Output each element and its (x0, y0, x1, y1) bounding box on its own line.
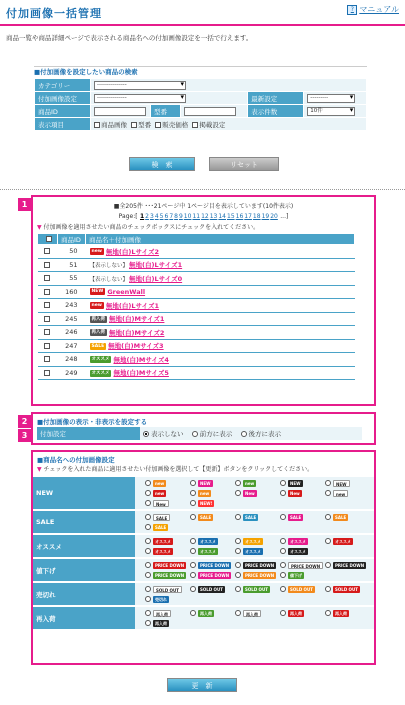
item-label: 型番 (138, 120, 152, 129)
row-id: 50 (58, 245, 86, 259)
reset-button[interactable]: リセット (209, 157, 279, 171)
table-row (38, 326, 355, 340)
page-link[interactable]: 14 (218, 213, 226, 220)
image-table (33, 477, 374, 631)
row-checkbox[interactable] (44, 262, 50, 268)
page-description: 商品一覧や商品詳細ページで表示される商品名への付加画像設定を一括で行えます。 (6, 34, 253, 42)
image-note: ▼ チェックを入れた商品に適用させたい付加画像を選択して【更新】ボタンをクリックしてください。 (37, 464, 374, 473)
image-panel (31, 450, 376, 665)
tag-image-icon: オススメ (290, 538, 306, 544)
image-radio[interactable] (145, 596, 151, 602)
item-label: 商品画像 (101, 120, 127, 129)
tag-image-icon: PRICE DOWN (335, 562, 365, 568)
update-button[interactable]: 更 新 (167, 678, 237, 692)
image-group-row (33, 606, 374, 630)
image-radio[interactable] (235, 480, 241, 486)
item-label: 販売価格 (162, 120, 189, 129)
addimg-select[interactable]: --------------- ▾ (94, 94, 186, 103)
tag-image-icon: new (200, 490, 210, 496)
product-name-link[interactable]: 無地(白)Mサイズ3 (108, 342, 164, 351)
product-id-input[interactable] (94, 107, 146, 116)
image-radio[interactable] (145, 610, 151, 616)
check-all-checkbox[interactable] (46, 236, 52, 242)
page-link[interactable]: 5 (159, 213, 164, 220)
image-radio[interactable] (190, 514, 196, 520)
pager (33, 213, 374, 220)
image-group-label: 売切れ (33, 582, 135, 606)
image-radio[interactable] (145, 500, 151, 506)
product-name-link[interactable]: 無地(白)Lサイズ1 (129, 261, 183, 270)
tag-image-icon: PRICE DOWN (155, 562, 185, 568)
tag-image-icon: オススメ (245, 548, 261, 554)
image-radio[interactable] (280, 572, 286, 578)
tag-image-icon: New (290, 490, 300, 496)
page-header (0, 0, 405, 26)
image-radio[interactable] (325, 480, 331, 486)
item-checkbox[interactable] (94, 122, 100, 128)
tag-image-icon: オススメ (245, 538, 261, 544)
row-checkbox[interactable] (44, 316, 50, 322)
table-row (38, 299, 355, 313)
tag-image-icon: 再入荷 (155, 620, 167, 626)
page-link[interactable]: 13 (209, 213, 218, 220)
row-checkbox[interactable] (44, 248, 50, 254)
image-radio[interactable] (325, 514, 331, 520)
tag-image-icon: PRICE DOWN (155, 572, 185, 578)
row-id: 248 (58, 353, 86, 367)
product-name-link[interactable]: 無地(白)Mサイズ1 (109, 315, 165, 324)
row-id: 51 (58, 258, 86, 272)
tag-image-icon: 再入荷 (153, 610, 171, 617)
tag-image-icon: PRICE DOWN (288, 562, 323, 569)
display-option-label: 後方に表示 (248, 430, 282, 438)
page-link[interactable]: 16 (235, 213, 244, 220)
tag-image-icon: オススメ (200, 548, 216, 554)
tag-image-icon: オススメ (200, 538, 216, 544)
image-radio[interactable] (280, 548, 286, 554)
tag-image-icon: 値下げ (290, 572, 302, 578)
count-select[interactable]: 10件 ▾ (307, 107, 355, 116)
item-label: 掲載設定 (199, 120, 226, 129)
image-group-label: 再入荷 (33, 606, 135, 630)
page-link[interactable]: 8 (174, 213, 178, 220)
tag-image-icon: NEW (290, 480, 301, 486)
display-title: ■ 付加画像の表示・非表示を設定する (37, 417, 374, 426)
page-links (139, 213, 278, 220)
image-radio[interactable] (235, 586, 241, 592)
model-label: 型番 (151, 105, 181, 118)
category-select[interactable]: --------------- ▾ (94, 81, 186, 90)
tag-image-icon: オススメ (290, 548, 306, 554)
tag-image-icon: NEW (200, 480, 211, 486)
check-all-header (38, 234, 58, 245)
tag-image-icon: new (245, 480, 255, 486)
image-group-label: 値下げ (33, 558, 135, 582)
search-title: ■ 付加画像を設定したい商品の検索 (34, 67, 367, 76)
product-name-link[interactable]: GreenWall (107, 287, 146, 296)
tag-image-icon: 再入荷 (243, 610, 261, 617)
display-radio[interactable] (143, 431, 149, 437)
page-link[interactable]: 2 (145, 213, 149, 220)
image-radio[interactable] (280, 480, 286, 486)
image-radio[interactable] (190, 480, 196, 486)
tag-image-icon: New (153, 500, 169, 507)
tag-image-icon: オススメ (155, 548, 171, 554)
table-row (38, 272, 355, 286)
category-label: カテゴリー (35, 79, 91, 92)
page-link[interactable]: 12 (201, 213, 209, 220)
image-radio[interactable] (190, 490, 196, 496)
page-link[interactable]: 11 (192, 213, 201, 220)
badge-icon: オススメ (91, 357, 110, 363)
tag-image-icon: PRICE DOWN (200, 562, 230, 568)
image-radio[interactable] (235, 490, 241, 496)
col-id: 商品ID (58, 234, 86, 245)
tag-image-icon: SALE (200, 514, 212, 520)
tag-image-icon: 再入荷 (200, 610, 212, 616)
tag-image-icon: SALE (290, 514, 302, 520)
items-label: 表示項目 (35, 118, 91, 131)
tag-image-icon: オススメ (155, 538, 171, 544)
badge-icon: オススメ (91, 370, 110, 376)
tag-image-icon: new (155, 490, 165, 496)
divider (0, 189, 405, 190)
tag-image-icon: SALE (245, 514, 257, 520)
image-options (145, 609, 374, 627)
tag-image-icon: new (333, 490, 348, 497)
product-name-link[interactable]: 無地(白)Lサイズ0 (129, 274, 183, 283)
row-id: 247 (58, 339, 86, 353)
image-radio[interactable] (280, 562, 286, 568)
search-panel (34, 66, 367, 131)
table-row (38, 366, 355, 380)
display-option-label: 表示しない (151, 430, 184, 438)
tag-image-icon: NEW (333, 480, 350, 487)
image-radio[interactable] (145, 562, 151, 568)
image-group-row (33, 477, 374, 510)
manual-label: マニュアル (359, 5, 399, 14)
image-radio[interactable] (190, 572, 196, 578)
image-radio[interactable] (280, 538, 286, 544)
badge-hidden: 【表示しない】 (89, 263, 129, 270)
page-link[interactable]: 18 (252, 213, 261, 220)
table-row (38, 285, 355, 299)
tag-image-icon: SALE (335, 514, 347, 520)
image-radio[interactable] (325, 586, 331, 592)
manual-link[interactable] (347, 4, 399, 15)
tag-image-icon: PRICE DOWN (245, 562, 275, 568)
page-link[interactable]: 4 (154, 213, 159, 220)
image-radio[interactable] (145, 572, 151, 578)
tag-image-icon: オススメ (335, 538, 351, 544)
col-name: 商品名＋付加画像 (86, 234, 355, 245)
image-radio[interactable] (145, 538, 151, 544)
image-radio[interactable] (235, 572, 241, 578)
recent-select[interactable]: --------- ▾ (307, 94, 355, 103)
row-checkbox[interactable] (44, 275, 50, 281)
product-name-link[interactable]: 無地(白)Mサイズ2 (109, 328, 165, 337)
pager-label: Page:[ (118, 213, 138, 220)
image-radio[interactable] (325, 490, 331, 496)
pager-end: ...] (280, 213, 289, 220)
row-id: 243 (58, 299, 86, 313)
image-group-label: オススメ (33, 534, 135, 558)
image-options (145, 513, 374, 531)
product-name-link[interactable]: 無地(白)Mサイズ5 (113, 369, 169, 378)
image-radio[interactable] (235, 538, 241, 544)
product-name-link[interactable]: 無地(白)Mサイズ4 (113, 355, 169, 364)
count-label: 表示件数 (248, 105, 304, 118)
section-number-1: 1 (18, 198, 31, 211)
image-radio[interactable] (235, 562, 241, 568)
image-group-row (33, 510, 374, 534)
row-checkbox[interactable] (44, 289, 50, 295)
display-radio[interactable] (192, 431, 198, 437)
page-link[interactable]: 17 (244, 213, 252, 220)
image-group-row (33, 582, 374, 606)
image-radio[interactable] (235, 610, 241, 616)
image-options (145, 585, 374, 603)
page-link[interactable]: 10 (183, 213, 192, 220)
row-id: 160 (58, 285, 86, 299)
row-checkbox[interactable] (44, 356, 50, 362)
badge-icon: 再入荷 (91, 330, 105, 336)
section-number-3: 3 (18, 429, 31, 442)
badge-icon: SALE (91, 343, 105, 349)
item-checkbox[interactable] (155, 122, 161, 128)
display-radio[interactable] (241, 431, 247, 437)
page-title: 付加画像一括管理 (6, 7, 102, 20)
image-radio[interactable] (145, 548, 151, 554)
image-radio[interactable] (190, 562, 196, 568)
table-row (38, 312, 355, 326)
row-id: 55 (58, 272, 86, 286)
row-checkbox[interactable] (44, 343, 50, 349)
page-link[interactable]: 9 (178, 213, 183, 220)
badge-icon: NEW (91, 289, 104, 295)
table-row (38, 258, 355, 272)
product-list-panel (31, 195, 376, 406)
tag-image-icon: NEW! (200, 500, 213, 506)
tag-image-icon: 売切れ (155, 596, 167, 602)
image-radio[interactable] (280, 490, 286, 496)
tag-image-icon: 再入荷 (335, 610, 347, 616)
product-name-link[interactable]: 無地(白)Lサイズ2 (105, 247, 160, 256)
page-link[interactable]: 20 (270, 213, 278, 220)
image-radio[interactable] (190, 586, 196, 592)
row-checkbox[interactable] (44, 329, 50, 335)
display-label: 付加設定 (37, 427, 140, 440)
image-group-row (33, 534, 374, 558)
image-group-label: SALE (33, 510, 135, 534)
tag-image-icon: SOLD OUT (200, 586, 223, 592)
image-radio[interactable] (280, 610, 286, 616)
manual-icon: ? (347, 5, 357, 15)
tag-image-icon: SALE (155, 524, 167, 530)
badge-icon: new (91, 303, 102, 309)
image-radio[interactable] (190, 610, 196, 616)
page-link[interactable]: 19 (261, 213, 270, 220)
tag-image-icon: SOLD OUT (335, 586, 358, 592)
row-checkbox[interactable] (44, 302, 50, 308)
image-radio[interactable] (280, 586, 286, 592)
image-radio[interactable] (190, 538, 196, 544)
image-radio[interactable] (190, 500, 196, 506)
tag-image-icon: PRICE DOWN (245, 572, 275, 578)
row-id: 246 (58, 326, 86, 340)
badge-icon: 再入荷 (91, 316, 105, 322)
row-id: 245 (58, 312, 86, 326)
tag-image-icon: SOLD OUT (153, 586, 182, 593)
image-group-label: NEW (33, 477, 135, 510)
image-radio[interactable] (325, 610, 331, 616)
page-link[interactable]: 7 (169, 213, 174, 220)
image-radio[interactable] (145, 620, 151, 626)
tag-image-icon: new (155, 480, 165, 486)
tag-image-icon: SOLD OUT (290, 586, 313, 592)
row-checkbox[interactable] (44, 370, 50, 376)
tag-image-icon: New (245, 490, 255, 496)
image-radio[interactable] (145, 514, 151, 520)
recent-label: 最新設定 (248, 92, 304, 105)
product-id-label: 商品ID (35, 105, 91, 118)
model-input[interactable] (184, 107, 236, 116)
image-radio[interactable] (280, 514, 286, 520)
image-options (145, 561, 374, 579)
result-info: ■全205件 ･･･21ページ中 1ページ目を表示しています(10件表示) (113, 203, 294, 210)
display-option-label: 前方に表示 (199, 430, 233, 438)
image-radio[interactable] (145, 524, 151, 530)
product-table (37, 233, 355, 380)
tag-image-icon: SALE (153, 514, 170, 521)
addimg-label: 付加画像設定 (35, 92, 91, 105)
product-name-link[interactable]: 無地(白)Lサイズ1 (105, 301, 160, 310)
items-checkboxes (91, 118, 367, 131)
page-link[interactable]: 6 (164, 213, 169, 220)
image-options (145, 537, 374, 555)
image-radio[interactable] (235, 548, 241, 554)
image-group-row (33, 558, 374, 582)
item-checkbox[interactable] (131, 122, 137, 128)
badge-hidden: 【表示しない】 (89, 276, 129, 283)
tag-image-icon: PRICE DOWN (200, 572, 230, 578)
image-options (145, 479, 374, 507)
page-link[interactable]: 1 (139, 213, 145, 220)
image-radio[interactable] (190, 548, 196, 554)
search-button[interactable]: 検 索 (129, 157, 195, 171)
display-options (140, 427, 362, 440)
list-note: ▼ 付加画像を適用させたい商品のチェックボックスにチェックを入れてください。 (37, 222, 374, 231)
display-panel (31, 412, 376, 445)
image-radio[interactable] (145, 480, 151, 486)
item-checkbox[interactable] (192, 122, 198, 128)
image-radio[interactable] (145, 490, 151, 496)
image-radio[interactable] (235, 514, 241, 520)
image-radio[interactable] (145, 586, 151, 592)
table-row (38, 339, 355, 353)
page-link[interactable]: 3 (150, 213, 154, 220)
image-radio[interactable] (325, 562, 331, 568)
image-radio[interactable] (325, 538, 331, 544)
tag-image-icon: 再入荷 (290, 610, 302, 616)
section-number-2: 2 (18, 415, 31, 428)
page-link[interactable]: 15 (227, 213, 235, 220)
table-row (38, 353, 355, 367)
tag-image-icon: SOLD OUT (245, 586, 268, 592)
image-title: ■ 商品名への付加画像設定 (37, 455, 374, 464)
row-id: 249 (58, 366, 86, 380)
badge-icon: new (91, 249, 102, 255)
table-row (38, 245, 355, 259)
